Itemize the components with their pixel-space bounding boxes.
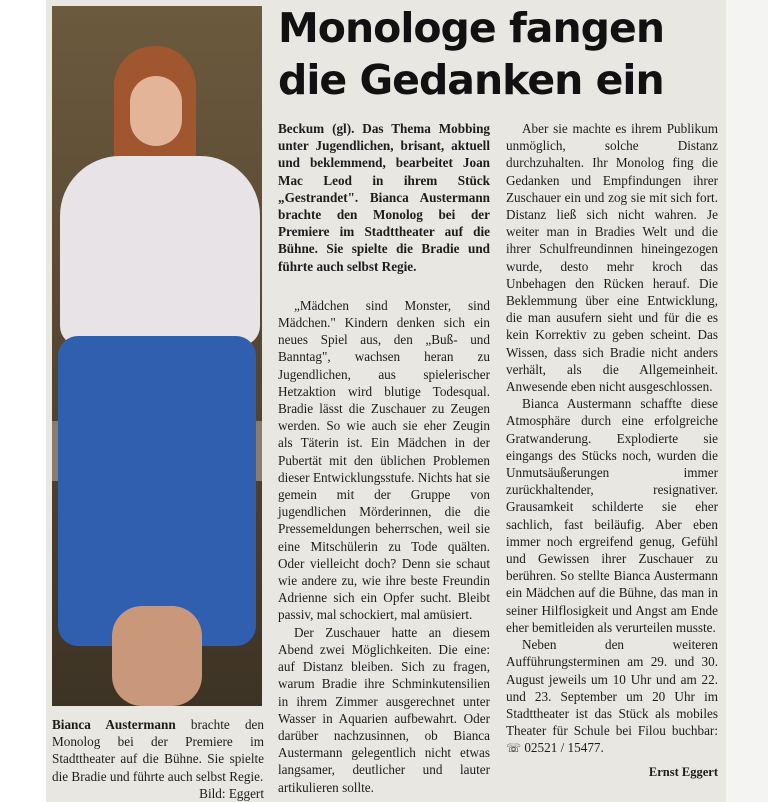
article-paragraph: Der Zuschauer hatte an diesem Abend zwei Möglichkeiten. Die eine: auf Distanz bleiben. Sich zu fragen, warum Bradie ihre Schminkutensilien in ihrem Zimmer ausgerechnet unter Wasser in Aquarien aufbewahrt. Oder darüber nachzusinnen, ob Bianca Austermann gelegentlich nicht etwas langsamer, deutlicher und lauter artikulieren sollte. (278, 624, 490, 795)
headline-line-1: Monologe fangen (278, 4, 665, 52)
article-paragraph-text: Neben den weiteren Aufführungsterminen am 29. und 30. August jeweils um 10 Uhr und am 22. und 23. September um 20 Uhr im Stadttheater ist das Stück als mobiles Theater für Schule bei Filou buchbar: (506, 637, 718, 739)
photo-jeans (58, 336, 256, 646)
photo-face (130, 76, 182, 146)
author-byline: Ernst Eggert (648, 764, 718, 779)
headline-line-2: die Gedanken ein (278, 56, 664, 104)
article-paragraph: Bianca Austermann schaffte diese Atmosphäre durch eine erfolgreiche Gratwanderung. Explodierte sie eingangs des Stücks noch, wurden die Unmutsäußerungen immer zurückhaltender, resignativer. Grausamkeit schilderte sie eher sachlich, fast beiläufig. Aber eben immer noch ergreifend genug, Gefühl und Gewissen ihrer Zuschauer zu berühren. So stellte Bianca Austermann ein Mädchen auf die Bühne, das man in seiner Hilflosigkeit und Angst am Ende eher bemitleiden als verurteilen musste. (506, 396, 718, 635)
article-photo (52, 6, 262, 706)
caption-text: brachte den Monolog bei der Premiere im Stadttheater auf die Bühne. Sie spielte die Bradie und führte auch selbst Regie. (52, 717, 264, 784)
photo-feet (112, 606, 202, 706)
article-lead: Beckum (gl). Das Thema Mobbing unter Jugendlichen, brisant, aktuell und beklemmend, bearbeitet Joan Mac Leod in ihrem Stück „Gestrandet". Bianca Austermann brachte den Monolog bei der Premiere im Stadttheater auf die Bühne. Sie spielte die Bradie und führte auch selbst Regie. (278, 121, 490, 274)
scan-margin (726, 0, 768, 802)
article-paragraph: „Mädchen sind Monster, sind Mädchen." Kindern denken sich ein neues Spiel aus, den „Buß- und Banntag", wachsen heran zu Jugendlichen, aus spielerischer Hetzaktion wird blutige Todesqual. Bradie lässt die Zuschauer zu Zeugen werden. So wie auch sie eher Zeugin als Täterin ist. Ein Mädchen in der Pubertät mit den üblichen Problemen dieser Entwicklungsstufe. Nichts hat sie gemein mit der Gruppe von jugendlichen Mörderinnen, die die Pressemeldungen beherrschen, weil sie eine Mitschülerin zu Tode quälten. Oder vielleicht doch? Denn sie schaut wie andere zu, wie ihre beste Freundin Adrienne sich ein Opfer sucht. Bleibt passiv, mal schockiert, mal amüsiert. (278, 297, 490, 623)
telephone-icon: ☏ (506, 741, 522, 756)
headline (278, 2, 718, 106)
article-paragraph (506, 636, 718, 757)
caption-name: Bianca Austermann (52, 717, 176, 732)
article-column-1 (278, 120, 490, 796)
article-paragraph: Aber sie machte es ihrem Publikum unmöglich, solche Distanz durchzuhalten. Ihr Monolog fing die Gedanken und Empfindungen ihrer Zuschauer ein und zog sie mit sich fort. Distanz ließ sich nicht wahren. Je weiter man in Bradies Welt und die ihrer Schulfreundinnen hineingezogen wurde, desto mehr kroch das Unbehagen den Rücken herauf. Die Beklemmung über eine Entwicklung, die man ausufern sieht und für die es kein Korrektiv zu geben scheint. Das Wissen, dass sich Bradie nicht anders verhält, als die Allgemeinheit. Anwesende eben nicht ausgeschlossen. (506, 121, 718, 395)
photo-shirt (60, 156, 260, 346)
photo-credit: Bild: Eggert (199, 785, 264, 801)
article-column-2 (506, 120, 718, 781)
phone-number: 02521 / 15477. (524, 740, 604, 756)
photo-caption (52, 716, 264, 802)
